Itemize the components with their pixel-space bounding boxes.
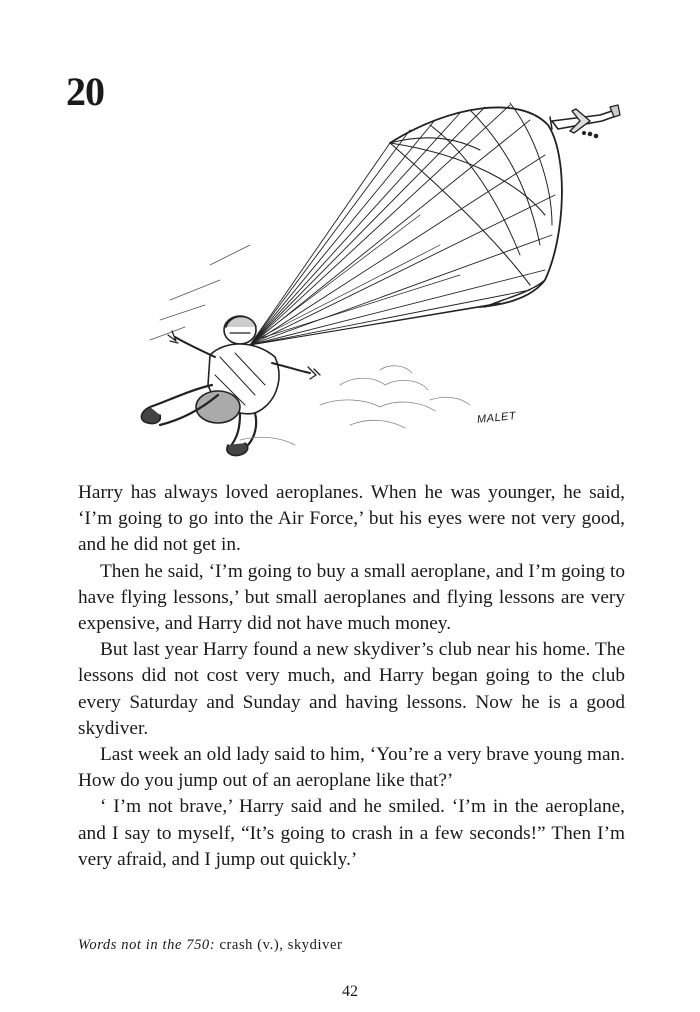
story-text — [78, 480, 625, 873]
story-paragraph: Harry has always loved aeroplanes. When he was younger, he said, ‘I’m going to go into the Air Force,’ but his eyes were not very good, and he did not get in. — [78, 482, 625, 556]
illustrator-signature: MALET — [476, 409, 517, 427]
page-number: 42 — [342, 983, 358, 1000]
skydiver-illustration — [90, 95, 635, 470]
story-paragraph: ‘ I’m not brave,’ Harry said and he smiled. ‘I’m in the aeroplane, and I say to myself, “It’s going to crash in a few seconds!” Then I’m very afraid, and I jump out quickly.’ — [78, 796, 625, 870]
story-paragraph: Last week an old lady said to him, ‘You’re a very brave young man. How do you jump out of an aeroplane like that?’ — [78, 744, 625, 792]
chapter-number: 20 — [66, 69, 104, 114]
story-paragraph: But last year Harry found a new skydiver’s club near his home. The lessons did not cost very much, and Harry began going to the club every Saturday and Sunday and having lessons. Now he is a good skydiver. — [78, 639, 625, 739]
aeroplane-icon — [550, 105, 620, 138]
footnote-words: crash (v.), skydiver — [219, 937, 343, 953]
footnote-label: Words not in the 750: — [78, 937, 216, 953]
story-paragraph: Then he said, ‘I’m going to buy a small aeroplane, and I’m going to have flying lessons,’ but small aeroplanes and flying lessons are very expensive, and Harry did not have much money. — [78, 560, 625, 635]
vocabulary-footnote — [78, 937, 342, 954]
parachute-icon — [250, 103, 562, 345]
